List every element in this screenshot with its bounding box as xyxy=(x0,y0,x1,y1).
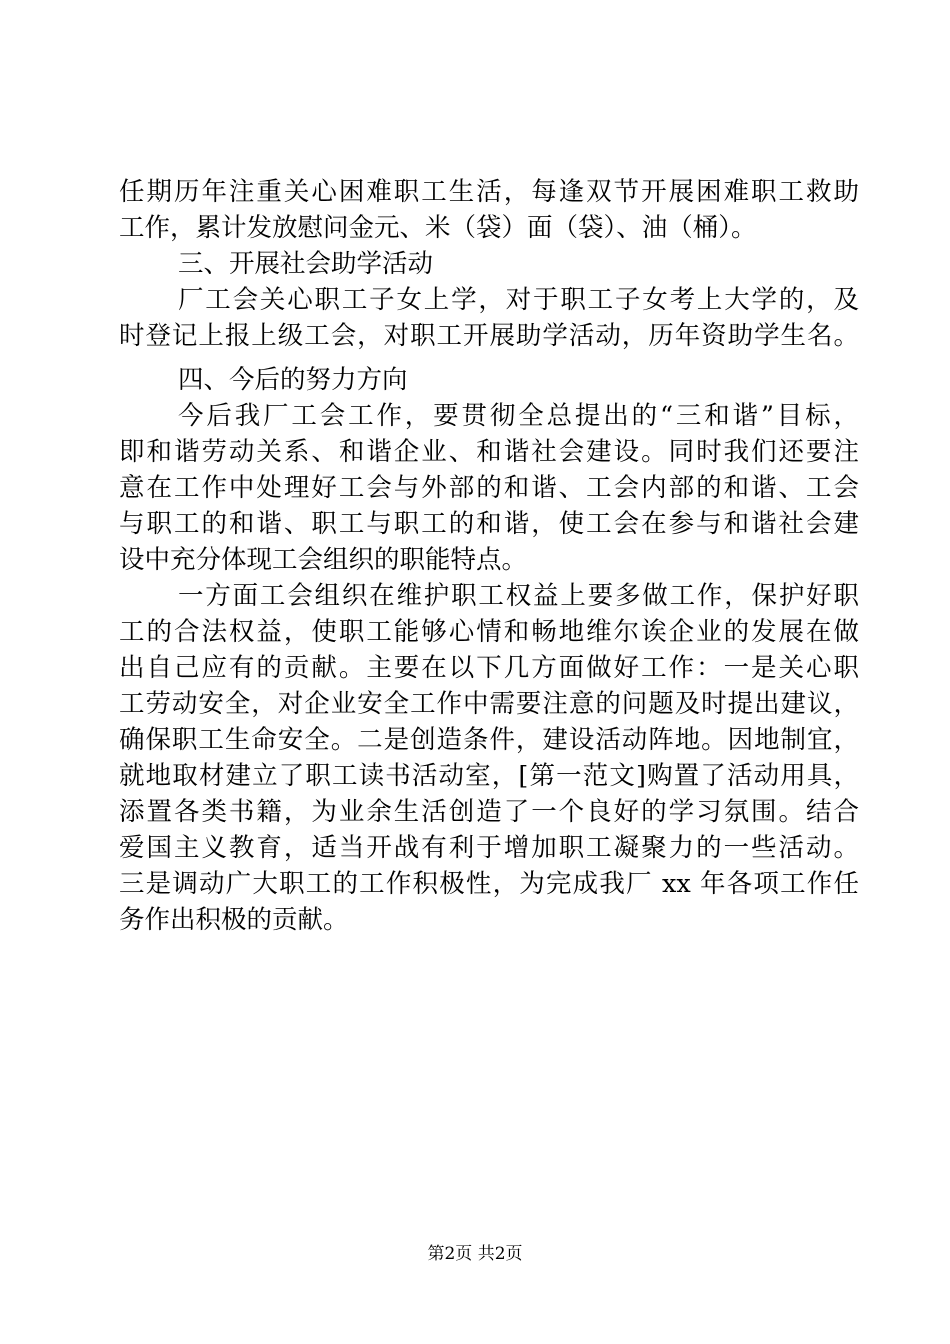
body-line: 爱国主义教育，适当开战有利于增加职工凝聚力的一些活动。 xyxy=(119,833,859,863)
body-line: 一方面工会组织在维护职工权益上要多做工作，保护好职 xyxy=(178,581,859,611)
page-number-footer: 第2页 共2页 xyxy=(427,1244,523,1264)
body-line: 意在工作中处理好工会与外部的和谐、工会内部的和谐、工会 xyxy=(119,473,859,503)
body-line: 就地取材建立了职工读书活动室，[第一范文]购置了活动用具， xyxy=(119,761,859,791)
body-line: 三是调动广大职工的工作积极性，为完成我厂 xx 年各项工作任 xyxy=(119,869,859,899)
body-line: 务作出积极的贡献。 xyxy=(119,905,349,935)
body-line: 时登记上报上级工会，对职工开展助学活动，历年资助学生名。 xyxy=(119,321,859,351)
body-line: 设中充分体现工会组织的职能特点。 xyxy=(119,545,528,575)
section-heading: 四、今后的努力方向 xyxy=(178,365,408,395)
body-line: 添置各类书籍，为业余生活创造了一个良好的学习氛围。结合 xyxy=(119,797,859,827)
body-line: 出自己应有的贡献。主要在以下几方面做好工作：一是关心职 xyxy=(119,653,859,683)
body-line: 厂工会关心职工子女上学，对于职工子女考上大学的，及 xyxy=(178,285,859,315)
body-line: 与职工的和谐、职工与职工的和谐，使工会在参与和谐社会建 xyxy=(119,509,859,539)
body-line: 任期历年注重关心困难职工生活，每逢双节开展困难职工救助 xyxy=(119,177,859,207)
body-line: 工作，累计发放慰问金元、米（袋）面（袋）、油（桶）。 xyxy=(119,213,757,243)
body-line: 今后我厂工会工作，要贯彻全总提出的“三和谐”目标， xyxy=(178,401,859,431)
body-line: 工的合法权益，使职工能够心情和畅地维尔诶企业的发展在做 xyxy=(119,617,859,647)
body-line: 即和谐劳动关系、和谐企业、和谐社会建设。同时我们还要注 xyxy=(119,437,859,467)
section-heading: 三、开展社会助学活动 xyxy=(178,249,434,279)
body-line: 工劳动安全，对企业安全工作中需要注意的问题及时提出建议， xyxy=(119,689,859,719)
body-line: 确保职工生命安全。二是创造条件，建设活动阵地。因地制宜， xyxy=(119,725,859,755)
